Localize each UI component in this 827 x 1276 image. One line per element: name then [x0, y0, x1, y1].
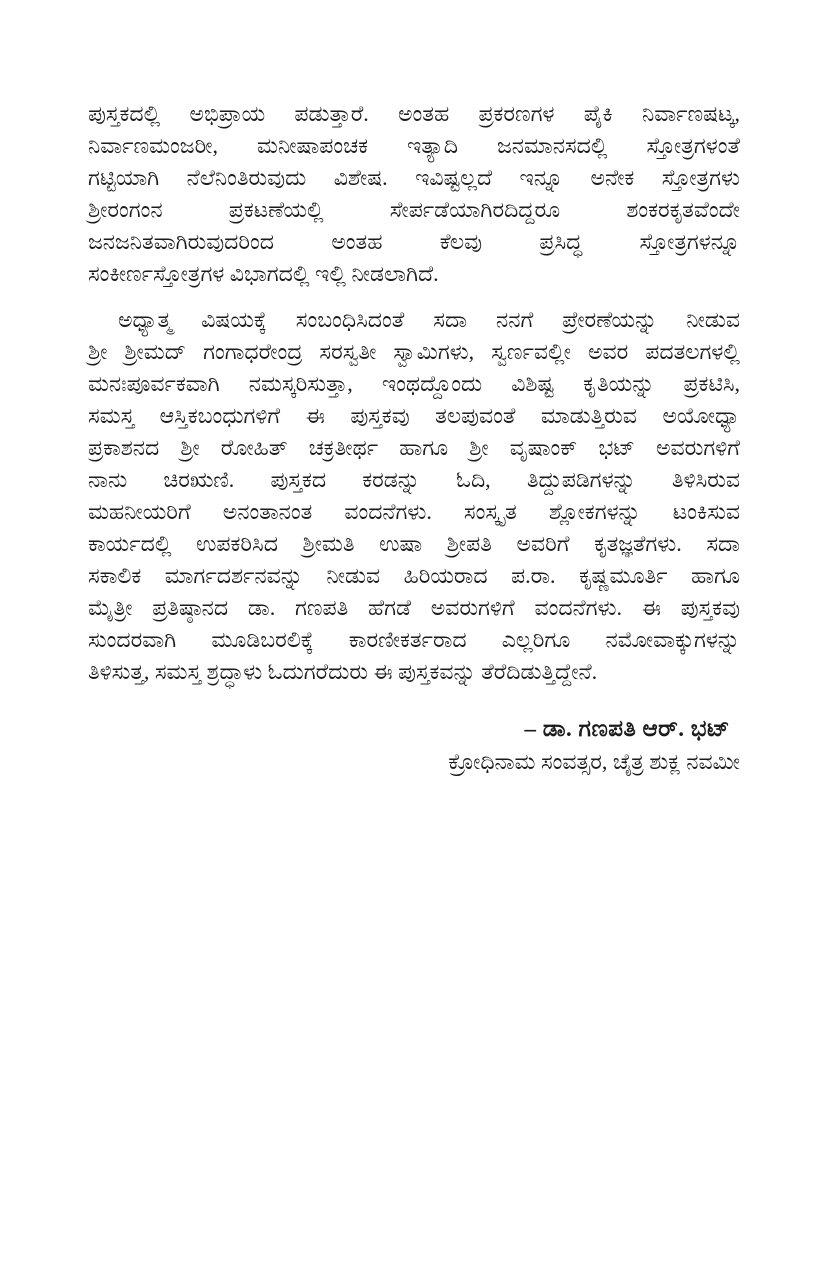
text-line: ಸುಂದರವಾಗಿ ಮೂಡಿಬರಲಿಕ್ಕೆ ಕಾರಣೀಕರ್ತರಾದ ಎಲ್ಲರಿಗೂ ನಮೋವಾಕ್ಕುಗಳನ್ನು — [88, 627, 740, 652]
text-line: ನಾನು ಚಿರಋಣಿ. ಪುಸ್ತಕದ ಕರಡನ್ನು ಓದಿ, ತಿದ್ದುಪಡಿಗಳನ್ನು ತಿಳಿಸಿರುವ — [88, 467, 740, 492]
text-line: ಗಟ್ಟಿಯಾಗಿ ನೆಲೆನಿಂತಿರುವುದು ವಿಶೇಷ. ಇವಿಷ್ಟಲ್ಲದೆ ಇನ್ನೂ ಅನೇಕ ಸ್ತೋತ್ರಗಳು — [88, 165, 740, 190]
text-line: ಪುಸ್ತಕದಲ್ಲಿ ಅಭಿಪ್ರಾಯ ಪಡುತ್ತಾರೆ. ಅಂತಹ ಪ್ರಕರಣಗಳ ಪೈಕಿ ನಿರ್ವಾಣಷಟ್ಕ, — [88, 101, 740, 126]
text-line: ಕಾರ್ಯದಲ್ಲಿ ಉಪಕರಿಸಿದ ಶ್ರೀಮತಿ ಉಷಾ ಶ್ರೀಪತಿ ಅವರಿಗೆ ಕೃತಜ್ಞತೆಗಳು. ಸದಾ — [88, 531, 740, 556]
dateline: ಕ್ರೋಧಿನಾಮ ಸಂವತ್ಸರ, ಚೈತ್ರ ಶುಕ್ಲ ನವಮೀ — [448, 749, 740, 774]
text-line: ಮನಃಪೂರ್ವಕವಾಗಿ ನಮಸ್ಕರಿಸುತ್ತಾ, ಇಂಥದ್ದೊಂದು ವಿಶಿಷ್ಟ ಕೃತಿಯನ್ನು ಪ್ರಕಟಿಸಿ, — [88, 371, 740, 396]
text-line: ಶ್ರೀರಂಗಂನ ಪ್ರಕಟಣೆಯಲ್ಲಿ ಸೇರ್ಪಡೆಯಾಗಿರದಿದ್ದರೂ ಶಂಕರಕೃತವೆಂದೇ — [88, 197, 740, 222]
author-signature: – ಡಾ. ಗಣಪತಿ ಆರ್. ಭಟ್ — [524, 716, 730, 741]
text-line: ತಿಳಿಸುತ್ತ, ಸಮಸ್ತ ಶ್ರದ್ಧಾಳು ಓದುಗರೆದುರು ಈ ಪುಸ್ತಕವನ್ನು ತೆರೆದಿಡುತ್ತಿದ್ದೇನೆ. — [88, 659, 598, 684]
page-text-block — [88, 98, 740, 778]
paragraph-stotra-note — [88, 98, 740, 290]
text-line: ಸಂಕೀರ್ಣಸ್ತೋತ್ರಗಳ ವಿಭಾಗದಲ್ಲಿ ಇಲ್ಲಿ ನೀಡಲಾಗಿದೆ. — [88, 261, 439, 286]
text-line: ನಿರ್ವಾಣಮಂಜರೀ, ಮನೀಷಾಪಂಚಕ ಇತ್ಯಾದಿ ಜನಮಾನಸದಲ್ಲಿ ಸ್ತೋತ್ರಗಳಂತೆ — [88, 133, 740, 158]
text-line: ಜನಜನಿತವಾಗಿರುವುದರಿಂದ ಅಂತಹ ಕೆಲವು ಪ್ರಸಿದ್ಧ ಸ್ತೋತ್ರಗಳನ್ನೂ — [88, 229, 740, 254]
text-line: ಸಕಾಲಿಕ ಮಾರ್ಗದರ್ಶನವನ್ನು ನೀಡುವ ಹಿರಿಯರಾದ ಪ.ರಾ. ಕೃಷ್ಣಮೂರ್ತಿ ಹಾಗೂ — [88, 563, 740, 588]
text-line: ಪ್ರಕಾಶನದ ಶ್ರೀ ರೋಹಿತ್ ಚಕ್ರತೀರ್ಥ ಹಾಗೂ ಶ್ರೀ ವೃಷಾಂಕ್ ಭಟ್ ಅವರುಗಳಿಗೆ — [88, 435, 740, 460]
paragraph-acknowledgments — [88, 304, 740, 688]
text-line: ಶ್ರೀ ಶ್ರೀಮದ್ ಗಂಗಾಧರೇಂದ್ರ ಸರಸ್ವತೀ ಸ್ವಾಮಿಗಳು, ಸ್ವರ್ಣವಲ್ಲೀ ಅವರ ಪದತಲಗಳಲ್ಲಿ — [88, 339, 740, 364]
text-line: ಅಧ್ಯಾತ್ಮ ವಿಷಯಕ್ಕೆ ಸಂಬಂಧಿಸಿದಂತೆ ಸದಾ ನನಗೆ ಪ್ರೇರಣೆಯನ್ನು ನೀಡುವ — [118, 307, 740, 332]
text-line: ಮೈತ್ರೀ ಪ್ರತಿಷ್ಠಾನದ ಡಾ. ಗಣಪತಿ ಹೆಗಡೆ ಅವರುಗಳಿಗೆ ವಂದನೆಗಳು. ಈ ಪುಸ್ತಕವು — [88, 595, 740, 620]
text-line: ಮಹನೀಯರಿಗೆ ಅನಂತಾನಂತ ವಂದನೆಗಳು. ಸಂಸ್ಕೃತ ಶ್ಲೋಕಗಳನ್ನು ಟಂಕಿಸುವ — [88, 499, 740, 524]
text-line: ಸಮಸ್ತ ಆಸ್ತಿಕಬಂಧುಗಳಿಗೆ ಈ ಪುಸ್ತಕವು ತಲಪುವಂತೆ ಮಾಡುತ್ತಿರುವ ಅಯೋಧ್ಯಾ — [88, 403, 740, 428]
